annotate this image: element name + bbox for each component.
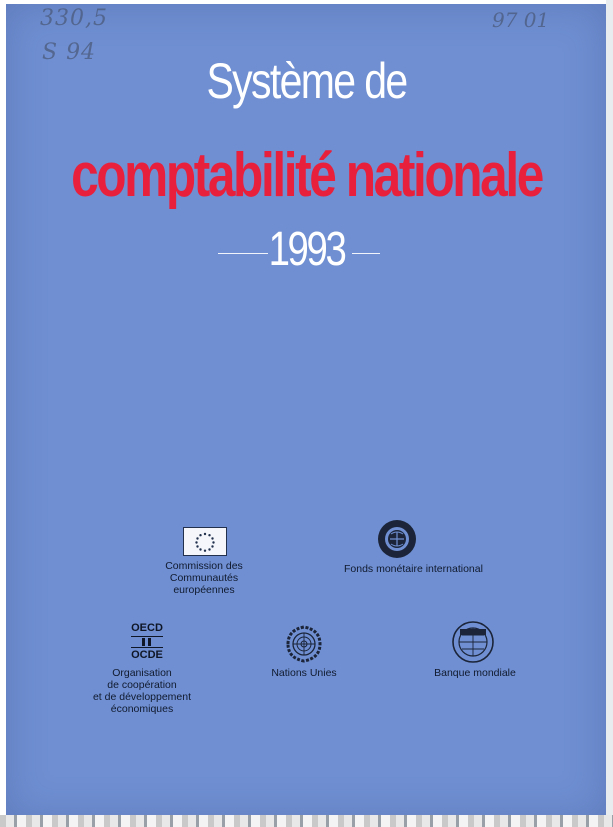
world-bank-label: Banque mondiale — [434, 667, 516, 679]
imf-seal-icon — [376, 518, 418, 560]
year-rule-right — [352, 253, 380, 254]
title-line-2: comptabilité nationale — [71, 141, 542, 210]
oecd-logo-top: OECD — [131, 622, 163, 634]
un-label: Nations Unies — [271, 667, 337, 679]
handwritten-corner-note: 97 01 — [492, 8, 550, 32]
oecd-logo-icon — [127, 622, 167, 662]
title-year: 1993 — [268, 223, 345, 276]
un-emblem-icon — [282, 624, 326, 664]
oecd-logo-bottom: OCDE — [131, 649, 163, 661]
imf-label: Fonds monétaire international — [344, 563, 483, 575]
world-bank-seal-icon — [450, 620, 496, 664]
handwritten-shelfmark-line1: 330,5 — [40, 6, 108, 31]
page-edge-right — [606, 0, 613, 827]
handwritten-shelfmark-line2: S 94 — [42, 40, 97, 65]
oecd-logo-pillar — [127, 638, 167, 646]
eu-label: Commission des Communautés européennes — [165, 560, 243, 596]
oecd-label: Organisation de coopération et de développement économiques — [92, 667, 192, 715]
page-edge-bottom — [0, 815, 613, 827]
title-line-1: Système de — [206, 53, 407, 109]
eu-flag-icon — [183, 527, 227, 556]
